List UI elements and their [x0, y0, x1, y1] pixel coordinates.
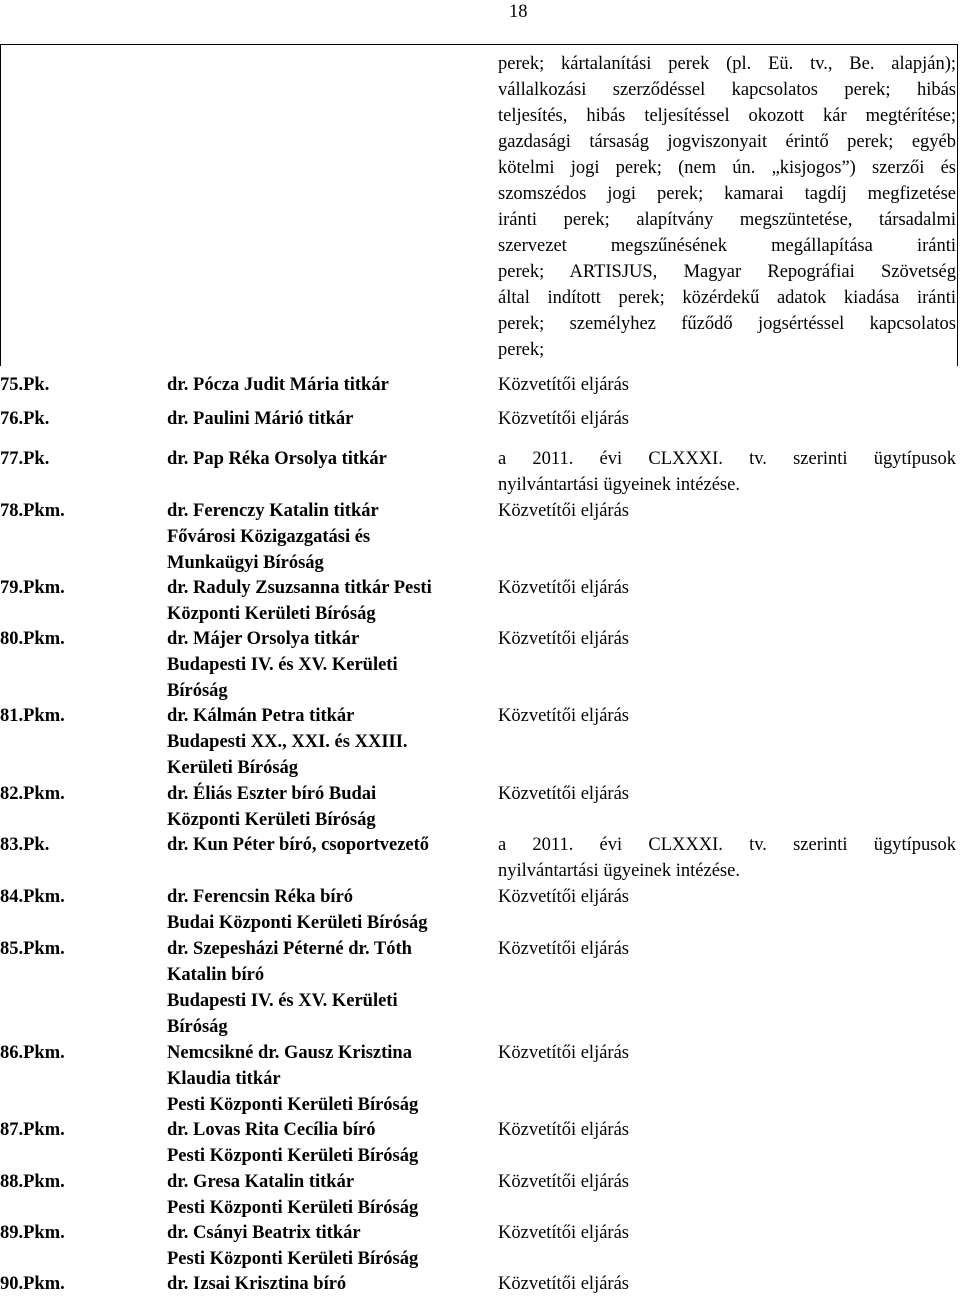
assignee-name [167, 1220, 418, 1272]
assignee-line: dr. Szepesházi Péterné dr. Tóth [167, 939, 412, 959]
assignee-line: Fővárosi Közigazgatási és [167, 527, 371, 547]
case-type [498, 1040, 956, 1066]
case-type-line: Közvetítői eljárás [498, 578, 629, 598]
top-border [0, 44, 958, 45]
assignee-line: dr. Raduly Zsuzsanna titkár Pesti [167, 578, 432, 598]
case-code: 78.Pkm. [0, 501, 65, 521]
assignee-line: Budapesti IV. és XV. Kerületi [167, 655, 398, 675]
case-code: 81.Pkm. [0, 706, 65, 726]
case-code: 90.Pkm. [0, 1274, 65, 1294]
assignee-line: dr. Izsai Krisztina bíró [167, 1274, 347, 1294]
continuation-line: által indított perek; közérdekű adatok kiadása iránti [498, 288, 956, 308]
continuation-line: perek; ARTISJUS, Magyar Repográfiai Szövetség [498, 262, 956, 282]
case-code: 87.Pkm. [0, 1120, 65, 1140]
continuation-line: perek; [498, 340, 545, 360]
case-code: 88.Pkm. [0, 1172, 65, 1192]
case-type-line: a 2011. évi CLXXXI. tv. szerinti ügytípusok [498, 449, 956, 469]
assignee-name [167, 1117, 418, 1169]
case-code: 85.Pkm. [0, 939, 65, 959]
case-type [498, 884, 956, 910]
case-type [498, 626, 956, 652]
case-type [498, 498, 956, 524]
case-type-line: a 2011. évi CLXXXI. tv. szerinti ügytípusok [498, 835, 956, 855]
case-type-line: Közvetítői eljárás [498, 501, 629, 521]
assignee-name [167, 1040, 418, 1118]
assignee-line: dr. Ferencsin Réka bíró [167, 887, 354, 907]
case-type-line: Közvetítői eljárás [498, 784, 629, 804]
assignee-line: dr. Lovas Rita Cecília bíró [167, 1120, 376, 1140]
case-type [498, 1271, 956, 1297]
case-type-line: nyilvántartási ügyeinek intézése. [498, 475, 740, 495]
case-code: 80.Pkm. [0, 629, 65, 649]
assignee-line: dr. Pap Réka Orsolya titkár [167, 449, 387, 469]
right-border [957, 44, 958, 366]
case-type [498, 1169, 956, 1195]
assignee-line: Bíróság [167, 681, 228, 701]
assignee-line: Klaudia titkár [167, 1069, 281, 1089]
case-type-line: Közvetítői eljárás [498, 939, 629, 959]
assignee-name [167, 936, 412, 1040]
assignee-name [167, 884, 428, 936]
continuation-line: perek; kártalanítási perek (pl. Eü. tv., Be. alapján); [498, 54, 956, 74]
case-code: 86.Pkm. [0, 1043, 65, 1063]
case-type [498, 1117, 956, 1143]
assignee-line: dr. Ferenczy Katalin titkár [167, 501, 379, 521]
continuation-text [498, 51, 956, 363]
assignee-line: Kerületi Bíróság [167, 758, 299, 778]
assignee-line: Pesti Központi Kerületi Bíróság [167, 1198, 419, 1218]
assignee-line: dr. Kálmán Petra titkár [167, 706, 355, 726]
case-type-line: Közvetítői eljárás [498, 409, 629, 429]
case-type-line: Közvetítői eljárás [498, 706, 629, 726]
assignee-line: Központi Kerületi Bíróság [167, 810, 376, 830]
assignee-name [167, 1169, 418, 1221]
assignee-line: dr. Éliás Eszter bíró Budai [167, 784, 377, 804]
assignee-line: Pesti Központi Kerületi Bíróság [167, 1146, 419, 1166]
assignee-line: Bíróság [167, 1017, 228, 1037]
case-type [498, 406, 956, 432]
case-type [498, 446, 956, 498]
case-code: 79.Pkm. [0, 578, 65, 598]
assignee-line: dr. Paulini Márió titkár [167, 409, 354, 429]
assignee-name [167, 832, 429, 858]
assignee-name [167, 372, 389, 398]
case-type [498, 781, 956, 807]
case-code: 84.Pkm. [0, 887, 65, 907]
assignee-line: Pesti Központi Kerületi Bíróság [167, 1095, 419, 1115]
page-number: 18 [509, 2, 528, 22]
continuation-line: kötelmi jogi perek; (nem ún. „kisjogos”) szerzői és [498, 158, 956, 178]
case-type [498, 1220, 956, 1246]
continuation-line: szomszédos jogi perek; kamarai tagdíj megfizetése [498, 184, 956, 204]
assignee-name [167, 498, 379, 576]
assignee-name [167, 1271, 346, 1297]
case-code: 75.Pk. [0, 375, 50, 395]
case-type-line: Közvetítői eljárás [498, 1043, 629, 1063]
case-type-line: nyilvántartási ügyeinek intézése. [498, 861, 740, 881]
assignee-name [167, 446, 387, 472]
case-code: 89.Pkm. [0, 1223, 65, 1243]
assignee-line: Katalin bíró [167, 965, 265, 985]
case-code: 82.Pkm. [0, 784, 65, 804]
case-code: 76.Pk. [0, 409, 50, 429]
assignee-line: Pesti Központi Kerületi Bíróság [167, 1249, 419, 1269]
continuation-line: szervezet megszűnésének megállapítása iránti [498, 236, 956, 256]
assignee-name [167, 575, 432, 627]
case-type [498, 372, 956, 398]
case-type-line: Közvetítői eljárás [498, 1172, 629, 1192]
case-type [498, 936, 956, 962]
assignee-name [167, 406, 353, 432]
case-code: 77.Pk. [0, 449, 50, 469]
assignee-name [167, 626, 398, 704]
continuation-line: perek; személyhez fűződő jogsértéssel kapcsolatos [498, 314, 956, 334]
case-type-line: Közvetítői eljárás [498, 629, 629, 649]
assignee-line: Munkaügyi Bíróság [167, 553, 324, 573]
assignee-line: Központi Kerületi Bíróság [167, 604, 376, 624]
assignee-line: dr. Csányi Beatrix titkár [167, 1223, 361, 1243]
case-type-line: Közvetítői eljárás [498, 1223, 629, 1243]
assignee-line: dr. Kun Péter bíró, csoportvezető [167, 835, 430, 855]
assignee-name [167, 703, 408, 781]
case-type [498, 832, 956, 884]
continuation-line: vállalkozási szerződéssel kapcsolatos perek; hibás [498, 80, 956, 100]
case-code: 83.Pk. [0, 835, 50, 855]
case-type-line: Közvetítői eljárás [498, 887, 629, 907]
case-type-line: Közvetítői eljárás [498, 375, 629, 395]
assignee-line: Budapesti IV. és XV. Kerületi [167, 991, 398, 1011]
continuation-line: teljesítés, hibás teljesítéssel okozott kár megtérítése; [498, 106, 956, 126]
case-type [498, 703, 956, 729]
left-border [0, 44, 1, 366]
continuation-line: gazdasági társaság jogviszonyait érintő perek; egyéb [498, 132, 956, 152]
assignee-line: dr. Gresa Katalin titkár [167, 1172, 355, 1192]
assignee-name [167, 781, 376, 833]
assignee-line: Budapesti XX., XXI. és XXIII. [167, 732, 408, 752]
assignee-line: dr. Pócza Judit Mária titkár [167, 375, 389, 395]
case-type-line: Közvetítői eljárás [498, 1274, 629, 1294]
case-type [498, 575, 956, 601]
continuation-line: iránti perek; alapítvány megszüntetése, társadalmi [498, 210, 956, 230]
assignee-line: Budai Központi Kerületi Bíróság [167, 913, 428, 933]
case-type-line: Közvetítői eljárás [498, 1120, 629, 1140]
assignee-line: dr. Májer Orsolya titkár [167, 629, 360, 649]
assignee-line: Nemcsikné dr. Gausz Krisztina [167, 1043, 412, 1063]
